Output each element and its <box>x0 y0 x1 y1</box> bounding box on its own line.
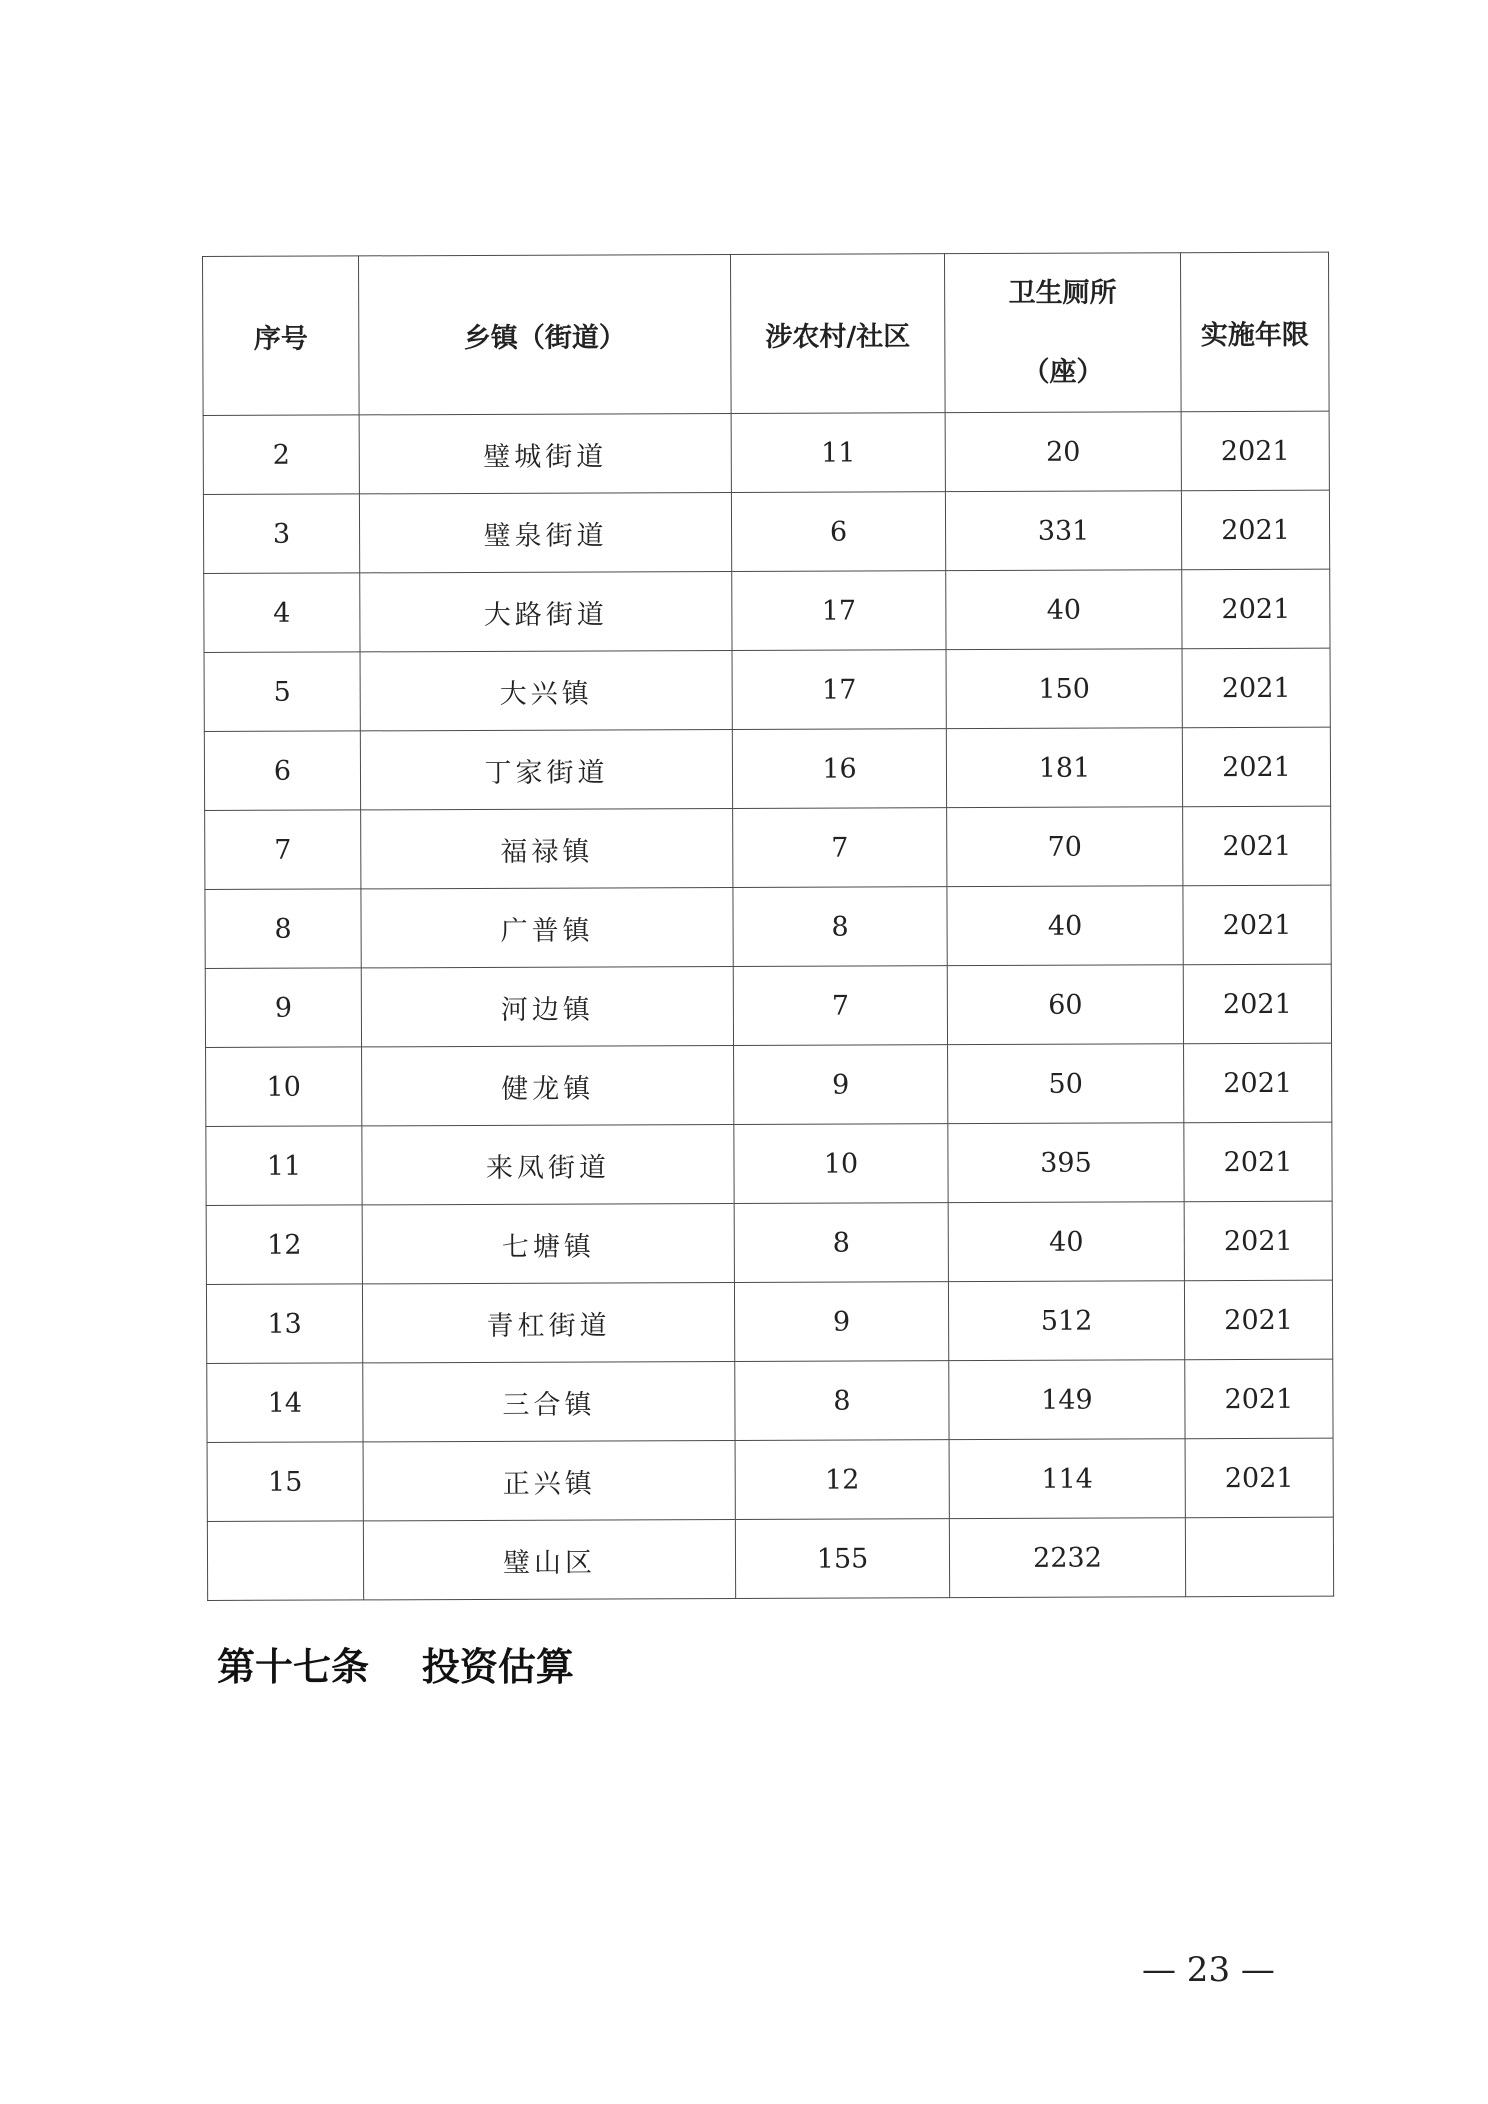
cell-villages: 8 <box>733 887 947 967</box>
table-row <box>206 1043 1332 1126</box>
cell-seq: 12 <box>206 1205 362 1285</box>
cell-year: 2021 <box>1184 1122 1332 1202</box>
cell-seq: 11 <box>206 1126 362 1206</box>
header-toilets <box>944 253 1181 413</box>
cell-seq: 3 <box>203 494 359 574</box>
cell-villages: 10 <box>734 1124 948 1204</box>
header-seq: 序号 <box>203 256 360 416</box>
cell-villages: 16 <box>732 729 946 809</box>
cell-town: 大路街道 <box>360 571 732 651</box>
cell-seq: 13 <box>206 1284 362 1364</box>
cell-seq: 8 <box>205 889 361 969</box>
cell-seq: 14 <box>207 1363 363 1443</box>
table-body <box>203 411 1334 1600</box>
cell-town: 七塘镇 <box>362 1203 734 1283</box>
table-row <box>204 569 1330 652</box>
cell-villages: 8 <box>734 1203 948 1283</box>
cell-villages: 155 <box>735 1519 949 1599</box>
cell-year: 2021 <box>1182 727 1330 807</box>
cell-villages: 11 <box>731 413 945 493</box>
cell-seq: 7 <box>205 810 361 890</box>
cell-toilets: 2232 <box>949 1518 1185 1598</box>
cell-toilets: 40 <box>948 1202 1184 1282</box>
toilet-renovation-table <box>202 252 1334 1601</box>
table-row <box>205 885 1331 968</box>
cell-year: 2021 <box>1183 806 1331 886</box>
cell-town: 青杠街道 <box>362 1282 734 1362</box>
cell-toilets: 181 <box>946 728 1182 808</box>
cell-town: 璧山区 <box>363 1519 735 1599</box>
cell-villages: 8 <box>735 1361 949 1441</box>
cell-toilets: 395 <box>948 1123 1184 1203</box>
cell-year <box>1185 1517 1333 1597</box>
header-year: 实施年限 <box>1180 252 1329 412</box>
cell-villages: 12 <box>735 1440 949 1520</box>
cell-year: 2021 <box>1183 885 1331 965</box>
header-toilets-unit: （座） <box>1022 356 1104 388</box>
cell-toilets: 20 <box>945 412 1181 492</box>
section-heading: 第十七条 投资估算 <box>217 1645 574 1689</box>
table-row <box>206 1280 1332 1363</box>
cell-seq: 4 <box>204 573 360 653</box>
cell-seq: 10 <box>206 1047 362 1127</box>
table-total-row <box>207 1517 1333 1600</box>
table-row <box>206 1201 1332 1284</box>
cell-villages: 17 <box>732 571 946 651</box>
cell-toilets: 512 <box>948 1281 1184 1361</box>
cell-seq: 6 <box>204 731 360 811</box>
cell-year: 2021 <box>1182 569 1330 649</box>
cell-seq: 2 <box>203 415 359 495</box>
cell-toilets: 331 <box>945 491 1181 571</box>
cell-year: 2021 <box>1183 964 1331 1044</box>
cell-villages: 7 <box>733 808 947 888</box>
cell-toilets: 150 <box>946 649 1182 729</box>
header-town: 乡镇（街道） <box>359 254 732 414</box>
cell-town: 福禄镇 <box>361 808 733 888</box>
cell-toilets: 70 <box>947 807 1183 887</box>
cell-seq: 5 <box>204 652 360 732</box>
table-row <box>205 964 1331 1047</box>
cell-year: 2021 <box>1184 1280 1332 1360</box>
table-row <box>204 727 1330 810</box>
cell-toilets: 114 <box>949 1439 1185 1519</box>
table-row <box>207 1438 1333 1521</box>
cell-town: 大兴镇 <box>360 650 732 730</box>
page-number: — 23 — <box>1142 1950 1275 1990</box>
table-row <box>206 1122 1332 1205</box>
cell-year: 2021 <box>1181 490 1329 570</box>
header-toilets-label: 卫生厕所 <box>1008 277 1117 309</box>
table-header-row <box>203 252 1330 415</box>
cell-town: 璧城街道 <box>359 413 731 493</box>
cell-toilets: 50 <box>948 1044 1184 1124</box>
cell-villages: 7 <box>733 966 947 1046</box>
cell-year: 2021 <box>1185 1438 1333 1518</box>
cell-seq <box>207 1521 363 1601</box>
cell-town: 健龙镇 <box>362 1045 734 1125</box>
cell-toilets: 40 <box>946 570 1182 650</box>
cell-year: 2021 <box>1181 411 1329 491</box>
cell-town: 正兴镇 <box>363 1440 735 1520</box>
cell-town: 广普镇 <box>361 887 733 967</box>
cell-town: 璧泉街道 <box>359 492 731 572</box>
table-row <box>205 806 1331 889</box>
cell-toilets: 60 <box>947 965 1183 1045</box>
cell-villages: 9 <box>734 1282 948 1362</box>
cell-year: 2021 <box>1185 1359 1333 1439</box>
cell-toilets: 149 <box>949 1360 1185 1440</box>
cell-town: 河边镇 <box>361 966 733 1046</box>
cell-seq: 15 <box>207 1442 363 1522</box>
cell-town: 来凤街道 <box>362 1124 734 1204</box>
cell-town: 丁家街道 <box>360 729 732 809</box>
cell-year: 2021 <box>1184 1043 1332 1123</box>
table-row <box>203 411 1329 494</box>
cell-year: 2021 <box>1182 648 1330 728</box>
cell-villages: 6 <box>731 492 945 572</box>
cell-toilets: 40 <box>947 886 1183 966</box>
table-row <box>204 648 1330 731</box>
table-row <box>207 1359 1333 1442</box>
cell-town: 三合镇 <box>363 1361 735 1441</box>
header-villages: 涉农村/社区 <box>730 254 945 414</box>
cell-villages: 17 <box>732 650 946 730</box>
table-row <box>203 490 1329 573</box>
cell-villages: 9 <box>734 1045 948 1125</box>
cell-year: 2021 <box>1184 1201 1332 1281</box>
cell-seq: 9 <box>205 968 361 1048</box>
